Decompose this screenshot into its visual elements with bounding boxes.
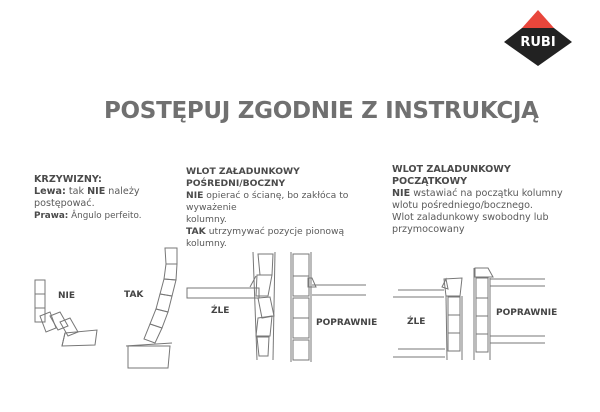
- nie-word: NIE: [392, 188, 411, 199]
- label-poprawnie-initial: POPRAWNIE: [496, 308, 558, 318]
- tak-word: TAK: [186, 226, 206, 237]
- label-zle-initial: ŹLE: [407, 317, 426, 327]
- side-inlet-correct-illustration: [291, 252, 366, 362]
- side-inlet-heading: WLOT ZAŁADUNKOWY POŚREDNI/BOCZNY: [186, 166, 300, 189]
- initial-inlet-heading-1: WLOT ZALADUNKOWY: [392, 164, 511, 175]
- text: utrzymywać pozycje pionową kolumny.: [186, 226, 345, 249]
- text: kolumny.: [186, 214, 227, 225]
- bent-chute-correct-illustration: [126, 248, 177, 368]
- text: przymocowany: [392, 224, 465, 235]
- side-inlet-wrong-illustration: [187, 252, 275, 360]
- text: wstawiać na początku kolumny: [410, 188, 563, 199]
- bent-chute-wrong-illustration: [35, 280, 97, 346]
- logo-text: RUBI: [520, 35, 556, 50]
- left-label: Lewa:: [34, 186, 66, 197]
- page-title: POSTĘPUJ ZGODNIE Z INSTRUKCJĄ: [104, 98, 539, 124]
- text: postępować.: [34, 198, 95, 209]
- text: tak: [65, 186, 88, 197]
- text: Ângulo perfeito.: [68, 211, 142, 221]
- nie-word: NIE: [186, 190, 204, 201]
- right-label: Prawa:: [34, 211, 69, 221]
- nie-word: NIE: [87, 186, 106, 197]
- text: należy: [105, 186, 140, 197]
- label-poprawnie-side: POPRAWNIE: [316, 318, 378, 328]
- text: opierać o ścianę, bo zakłóca to wyważenie: [186, 190, 349, 213]
- curves-heading: KRZYWIZNY:: [34, 174, 102, 185]
- initial-inlet-heading-2: POCZĄTKOWY: [392, 176, 468, 187]
- label-nie: NIE: [58, 291, 76, 301]
- label-tak: TAK: [124, 290, 144, 300]
- text: wlotu pośredniego/bocznego.: [392, 200, 533, 211]
- text: Wlot zaladunkowy swobodny lub: [392, 212, 549, 223]
- label-zle-side: ŹLE: [211, 306, 230, 316]
- initial-inlet-wrong-illustration: [393, 278, 462, 360]
